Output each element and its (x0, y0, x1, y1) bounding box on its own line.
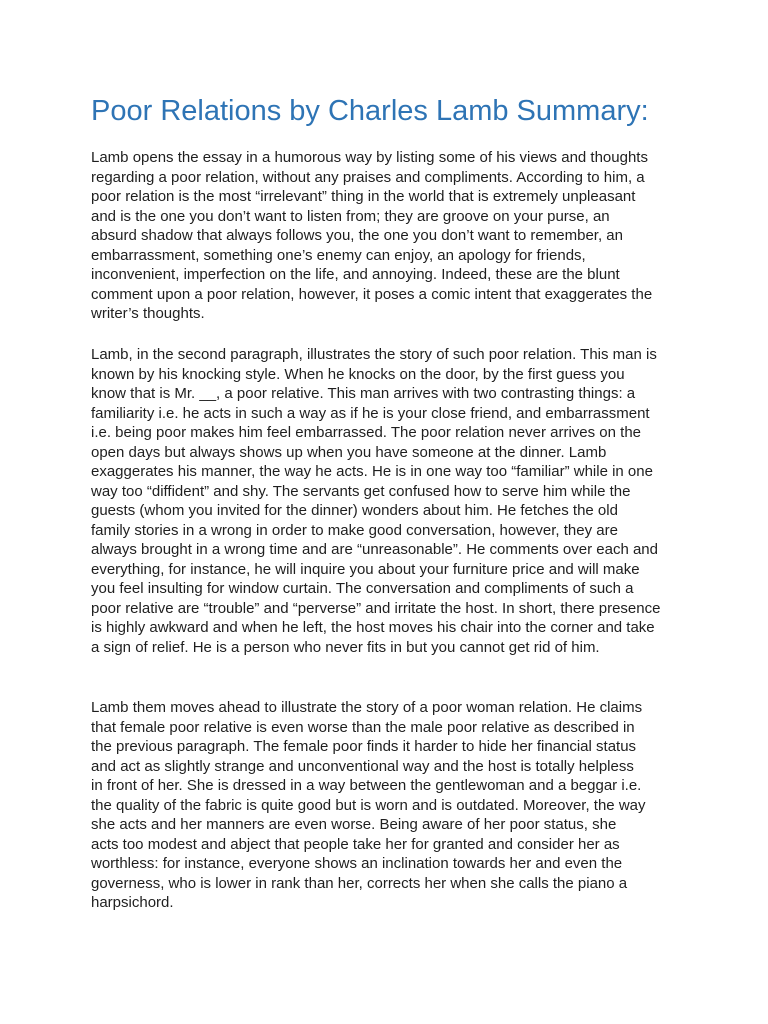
paragraph-female-relative: Lamb them moves ahead to illustrate the story of a poor woman relation. He claims that female poor relative is even worse than the male poor relative as described in the previous paragraph. The female poor finds it harder to hide her financial status and act as slightly strange and unconventional way and the host is totally helpless in front of her. She is dressed in a way between the gentlewoman and a beggar i.e. the quality of the fabric is quite good but is worn and is outdated. Moreover, the way she acts and her manners are even worse. Being aware of her poor status, she acts too modest and abject that people take her for granted and consider her as worthless: for instance, everyone shows an inclination towards her and even the governess, who is lower in rank than her, corrects her when she calls the piano a harpsichord. (91, 699, 646, 911)
document-title: Poor Relations by Charles Lamb Summary: (91, 95, 649, 127)
paragraph-intro: Lamb opens the essay in a humorous way by listing some of his views and thoughts regarding a poor relation, without any praises and compliments. According to him, a poor relation is the most “irrelevant” thing in the world that is extremely unpleasant and is the one you don’t want to listen from; they are groove on your purse, an absurd shadow that always follows you, the one you don’t want to remember, an embarrassment, something one’s enemy can enjoy, an apology for friends, inconvenient, imperfection on the life, and annoying. Indeed, these are the blunt comment upon a poor relation, however, it poses a comic intent that exaggerates the writer’s thoughts. (91, 149, 653, 322)
document-page (91, 92, 691, 911)
paragraph-male-relative: Lamb, in the second paragraph, illustrates the story of such poor relation. This man is known by his knocking style. When he knocks on the door, by the first guess you know that is Mr. __, a poor relative. This man arrives with two contrasting things: a familiarity i.e. he acts in such a way as if he is your close friend, and embarrassment i.e. being poor makes him feel embarrassed. The poor relation never arrives on the open days but always shows up when you have someone at the dinner. Lamb exaggerates his manner, the way he acts. He is in one way too “familiar” while in one way too “diffident” and shy. The servants get confused how to serve him while the guests (whom you invited for the dinner) wonders about him. He fetches the old family stories in a wrong in order to make good conversation, however, they are always brought in a wrong time and are “unreasonable”. He comments over each and everything, for instance, he will inquire you about your furniture price and will make you feel insulting for window curtain. The conversation and compliments of such a poor relative are “trouble” and “perverse” and irritate the host. In short, there presence is highly awkward and when he left, the host moves his chair into the corner and take a sign of relief. He is a person who never fits in but you cannot get rid of him. (91, 346, 661, 656)
